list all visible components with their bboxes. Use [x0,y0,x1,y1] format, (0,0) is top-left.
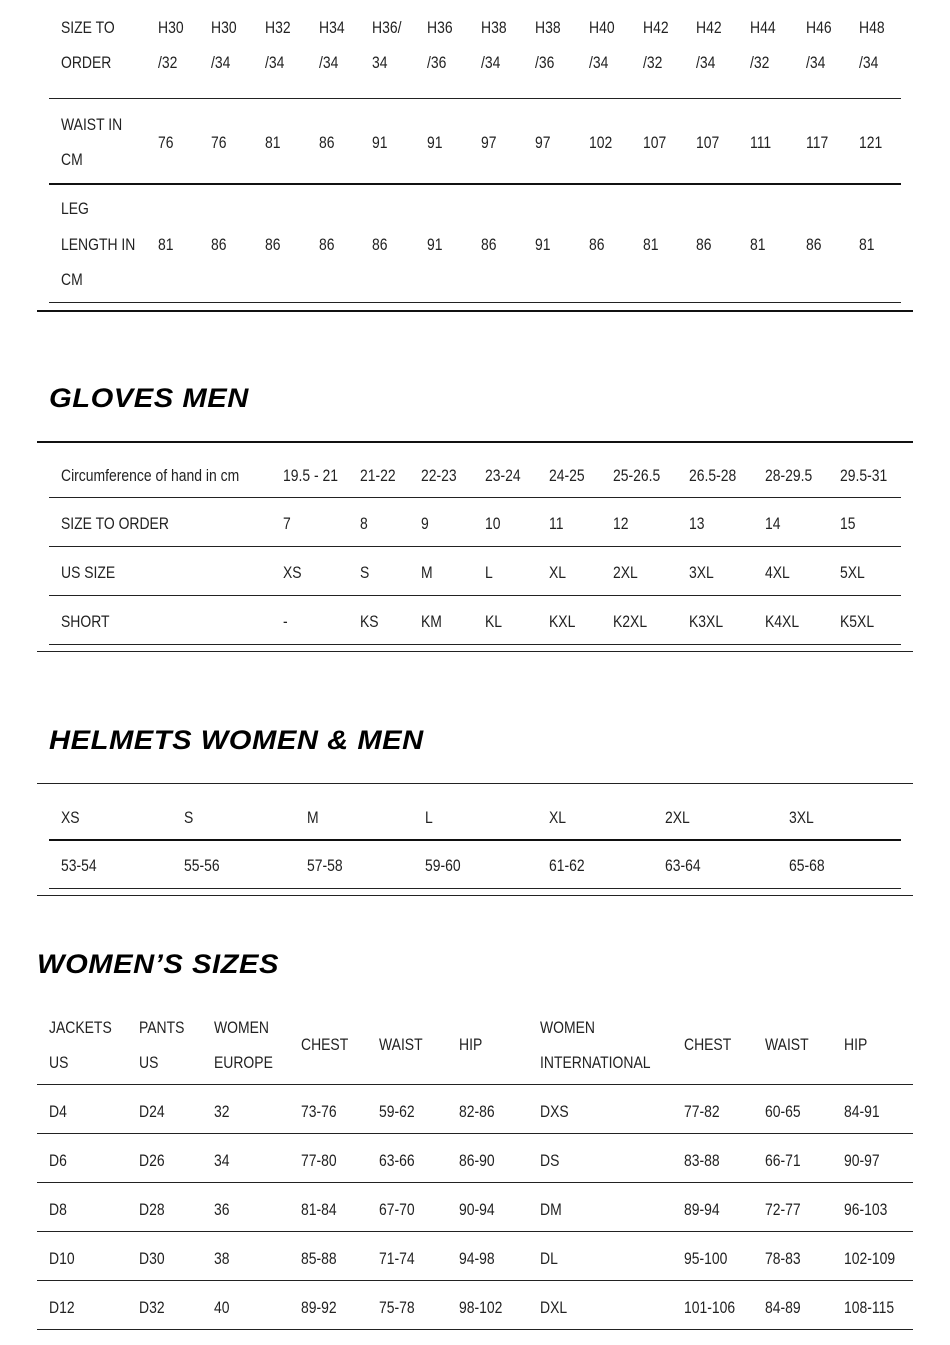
pants-size-cell: /36 [535,52,555,72]
pants-leg-cell: 91 [535,234,551,254]
gloves-cell: M [421,562,433,582]
womens-divider [37,1280,913,1281]
womens-cell: 84-91 [844,1101,880,1121]
gloves-cell: KM [421,611,442,631]
womens-cell: 59-62 [379,1101,415,1121]
gloves-row-label: US SIZE [61,562,116,582]
womens-cell: DS [540,1150,560,1170]
helmets-divider [49,888,901,889]
gloves-cell: 28-29.5 [765,465,813,485]
gloves-cell: 8 [360,513,368,533]
womens-header-cell: WOMEN [214,1017,269,1037]
pants-waist-cell: 76 [211,132,227,152]
womens-cell: 82-86 [459,1101,495,1121]
helmet-size-cell: S [184,807,194,827]
pants-waist-cell: 111 [750,132,772,152]
pants-size-cell: /34 [211,52,231,72]
pants-leg-cell: 86 [265,234,281,254]
gloves-cell: 29.5-31 [840,465,888,485]
womens-divider [37,1182,913,1183]
pants-waist-cell: 91 [372,132,388,152]
womens-cell: D26 [139,1150,165,1170]
helmet-measure-cell: 63-64 [665,855,701,875]
pants-row-label: LENGTH IN [61,234,136,254]
gloves-cell: 13 [689,513,705,533]
womens-cell: 86-90 [459,1150,495,1170]
womens-cell: 72-77 [765,1199,801,1219]
womens-cell: D28 [139,1199,165,1219]
pants-size-cell: H38 [481,17,507,37]
pants-leg-cell: 81 [158,234,174,254]
gloves-cell: S [360,562,370,582]
womens-cell: D10 [49,1248,75,1268]
womens-header-cell: US [139,1052,159,1072]
pants-size-cell: /34 [319,52,339,72]
womens-cell: DXL [540,1297,568,1317]
pants-leg-cell: 86 [319,234,335,254]
womens-cell: D4 [49,1101,67,1121]
womens-cell: 38 [214,1248,230,1268]
gloves-cell: 4XL [765,562,790,582]
pants-size-cell: H32 [265,17,291,37]
pants-leg-cell: 91 [427,234,443,254]
pants-size-cell: H42 [696,17,722,37]
womens-cell: D30 [139,1248,165,1268]
pants-waist-cell: 117 [806,132,829,152]
womens-cell: 67-70 [379,1199,415,1219]
womens-header-cell: JACKETS [49,1017,112,1037]
womens-cell: 101-106 [684,1297,736,1317]
womens-cell: 36 [214,1199,230,1219]
womens-cell: 102-109 [844,1248,896,1268]
gloves-cell: 10 [485,513,501,533]
womens-cell: 34 [214,1150,230,1170]
gloves-cell: 26.5-28 [689,465,737,485]
pants-waist-cell: 107 [696,132,720,152]
womens-cell: 77-80 [301,1150,337,1170]
pants-row-label: WAIST IN [61,114,123,134]
womens-cell: DL [540,1248,558,1268]
womens-cell: 84-89 [765,1297,801,1317]
pants-size-cell: H30 [158,17,184,37]
womens-cell: 71-74 [379,1248,415,1268]
pants-leg-cell: 81 [750,234,766,254]
pants-waist-cell: 81 [265,132,281,152]
gloves-cell: 3XL [689,562,714,582]
pants-size-cell: H44 [750,17,776,37]
womens-cell: 98-102 [459,1297,503,1317]
helmet-size-cell: XS [61,807,80,827]
pants-size-cell: /34 [806,52,826,72]
womens-cell: 85-88 [301,1248,337,1268]
pants-row-label: ORDER [61,52,112,72]
womens-header-cell: PANTS [139,1017,185,1037]
womens-header-cell: CHEST [684,1034,732,1054]
pants-size-cell: H36 [427,17,453,37]
womens-cell: D24 [139,1101,165,1121]
gloves-cell: 21-22 [360,465,396,485]
gloves-cell: 22-23 [421,465,457,485]
gloves-cell: 11 [549,513,564,533]
pants-divider [49,98,901,99]
pants-size-cell: H38 [535,17,561,37]
helmet-measure-cell: 53-54 [61,855,97,875]
gloves-cell: KL [485,611,503,631]
pants-row-label: CM [61,269,83,289]
womens-cell: DM [540,1199,562,1219]
helmet-size-cell: M [307,807,319,827]
helmet-measure-cell: 55-56 [184,855,220,875]
gloves-cell: K5XL [840,611,875,631]
womens-cell: D32 [139,1297,165,1317]
helmet-measure-cell: 61-62 [549,855,585,875]
gloves-divider [49,546,901,547]
womens-cell: D12 [49,1297,75,1317]
gloves-cell: 19.5 - 21 [283,465,339,485]
womens-header-cell: WAIST [765,1034,809,1054]
womens-cell: 96-103 [844,1199,888,1219]
pants-size-cell: /34 [481,52,501,72]
gloves-table-bottom [37,651,913,652]
pants-waist-cell: 102 [589,132,613,152]
pants-size-cell: H48 [859,17,885,37]
womens-cell: D6 [49,1150,67,1170]
gloves-row-label: SHORT [61,611,110,631]
pants-size-cell: H34 [319,17,345,37]
pants-size-cell: H40 [589,17,615,37]
gloves-cell: 2XL [613,562,638,582]
pants-waist-cell: 107 [643,132,667,152]
pants-leg-cell: 86 [589,234,605,254]
pants-waist-cell: 97 [535,132,551,152]
womens-cell: 40 [214,1297,230,1317]
womens-header-cell: CHEST [301,1034,349,1054]
womens-divider [37,1231,913,1232]
pants-row-label: CM [61,149,83,169]
pants-size-cell: H42 [643,17,669,37]
helmets-section-title: HELMETS WOMEN & MEN [49,725,424,755]
womens-cell: 78-83 [765,1248,801,1268]
gloves-cell: 14 [765,513,781,533]
pants-size-cell: /32 [643,52,663,72]
pants-size-cell: /32 [750,52,770,72]
womens-cell: 95-100 [684,1248,728,1268]
pants-leg-cell: 81 [859,234,875,254]
helmet-size-cell: 3XL [789,807,814,827]
womens-cell: 90-94 [459,1199,495,1219]
womens-cell: 83-88 [684,1150,720,1170]
gloves-cell: K2XL [613,611,648,631]
womens-header-cell: HIP [459,1034,483,1054]
womens-cell: 94-98 [459,1248,495,1268]
gloves-cell: 23-24 [485,465,521,485]
gloves-cell: 24-25 [549,465,585,485]
helmet-measure-cell: 57-58 [307,855,343,875]
pants-leg-cell: 86 [372,234,388,254]
pants-size-cell: /34 [589,52,609,72]
womens-cell: 66-71 [765,1150,801,1170]
womens-cell: 60-65 [765,1101,801,1121]
helmet-size-cell: L [425,807,433,827]
pants-waist-cell: 121 [859,132,883,152]
pants-waist-cell: 86 [319,132,335,152]
pants-waist-cell: 91 [427,132,443,152]
helmet-measure-cell: 59-60 [425,855,461,875]
womens-cell: 77-82 [684,1101,720,1121]
pants-table-bottom [37,310,913,312]
womens-header-cell: EUROPE [214,1052,273,1072]
helmets-divider [49,839,901,841]
pants-leg-cell: 86 [211,234,227,254]
womens-cell: 89-94 [684,1199,720,1219]
pants-size-cell: /34 [859,52,879,72]
pants-size-cell: 34 [372,52,388,72]
womens-cell: 81-84 [301,1199,337,1219]
pants-leg-cell: 81 [643,234,659,254]
pants-size-cell: H36/ [372,17,402,37]
gloves-table-top [37,441,913,443]
pants-size-cell: H30 [211,17,237,37]
gloves-cell: KXL [549,611,576,631]
womens-divider [37,1084,913,1085]
pants-size-cell: H46 [806,17,832,37]
helmet-measure-cell: 65-68 [789,855,825,875]
gloves-cell: 5XL [840,562,865,582]
womens-cell: 73-76 [301,1101,337,1121]
pants-leg-cell: 86 [806,234,822,254]
gloves-divider [49,644,901,645]
pants-row-label: LEG [61,198,89,218]
pants-waist-cell: 76 [158,132,174,152]
pants-divider [49,183,901,185]
womens-cell: 108-115 [844,1297,895,1317]
womens-header-cell: INTERNATIONAL [540,1052,651,1072]
gloves-cell: - [283,611,288,631]
pants-size-cell: /36 [427,52,447,72]
gloves-cell: KS [360,611,379,631]
gloves-cell: XS [283,562,302,582]
womens-cell: DXS [540,1101,569,1121]
gloves-cell: 25-26.5 [613,465,661,485]
womens-cell: 32 [214,1101,230,1121]
pants-leg-cell: 86 [696,234,712,254]
gloves-cell: XL [549,562,567,582]
gloves-cell: 12 [613,513,629,533]
pants-size-cell: /32 [158,52,178,72]
gloves-row-label: SIZE TO ORDER [61,513,169,533]
womens-cell: 90-97 [844,1150,880,1170]
womens-cell: D8 [49,1199,67,1219]
gloves-cell: L [485,562,493,582]
gloves-cell: 9 [421,513,429,533]
gloves-cell: 7 [283,513,291,533]
helmets-table-bottom [37,895,913,896]
womens-header-cell: WOMEN [540,1017,595,1037]
womens-cell: 75-78 [379,1297,415,1317]
womens-cell: 89-92 [301,1297,337,1317]
helmets-table-top [37,783,913,784]
womens-divider [37,1133,913,1134]
womens-header-cell: HIP [844,1034,868,1054]
gloves-divider [49,497,901,498]
pants-size-cell: /34 [696,52,716,72]
womens-header-cell: WAIST [379,1034,423,1054]
pants-row-label: SIZE TO [61,17,115,37]
gloves-cell: 15 [840,513,856,533]
pants-size-cell: /34 [265,52,285,72]
womens-cell: 63-66 [379,1150,415,1170]
gloves-row-label: Circumference of hand in cm [61,465,240,485]
gloves-cell: K3XL [689,611,724,631]
pants-divider [49,302,901,303]
helmet-size-cell: XL [549,807,567,827]
womens-section-title: WOMEN’S SIZES [37,949,279,979]
helmet-size-cell: 2XL [665,807,690,827]
womens-header-cell: US [49,1052,69,1072]
pants-waist-cell: 97 [481,132,497,152]
gloves-cell: K4XL [765,611,800,631]
gloves-divider [49,595,901,596]
pants-leg-cell: 86 [481,234,497,254]
gloves-section-title: GLOVES MEN [49,383,249,413]
womens-divider [37,1329,913,1330]
